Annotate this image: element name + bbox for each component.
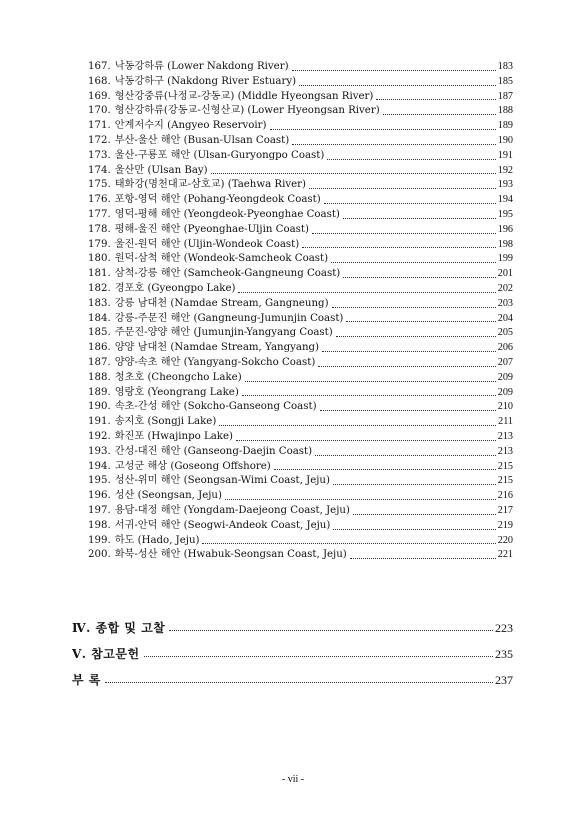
toc-entry[interactable] bbox=[88, 430, 513, 445]
toc-entry-number: 176. bbox=[88, 194, 111, 206]
toc-entry-page: 209 bbox=[497, 386, 513, 398]
toc-entry-number: 188. bbox=[88, 371, 111, 383]
toc-entry-list bbox=[88, 60, 513, 563]
leader-dots bbox=[292, 70, 496, 71]
toc-entry-page: 205 bbox=[497, 327, 513, 339]
toc-entry-page: 196 bbox=[497, 223, 513, 235]
toc-entry-number: 180. bbox=[88, 253, 111, 265]
toc-entry-title: 양양-속초 해안 (Yangyang-Sokcho Coast) bbox=[114, 356, 316, 368]
toc-entry-number: 199. bbox=[88, 534, 111, 546]
toc-entry-number: 167. bbox=[88, 61, 111, 72]
toc-entry-title: 용담-대정 해안 (Yongdam-Daejeong Coast, Jeju) bbox=[114, 504, 350, 516]
toc-entry-page: 199 bbox=[497, 253, 513, 265]
toc-entry-number: 183. bbox=[88, 297, 111, 309]
toc-entry-number: 193. bbox=[88, 445, 111, 457]
leader-dots bbox=[327, 159, 495, 160]
leader-dots bbox=[331, 262, 496, 263]
toc-entry-title: 강릉-주문진 해안 (Gangneung-Jumunjin Coast) bbox=[114, 312, 344, 324]
leader-dots bbox=[343, 277, 495, 278]
toc-entry-title: 속초-간성 해안 (Sokcho-Ganseong Coast) bbox=[114, 401, 317, 413]
leader-dots bbox=[324, 203, 496, 204]
toc-entry-number: 194. bbox=[88, 460, 111, 472]
leader-dots bbox=[292, 144, 495, 145]
toc-chapter-page: 237 bbox=[495, 673, 513, 687]
toc-entry-page: 187 bbox=[497, 90, 513, 102]
toc-entry[interactable] bbox=[88, 504, 513, 519]
leader-dots bbox=[353, 514, 496, 515]
toc-entry-title: 경포호 (Gyeongpo Lake) bbox=[114, 282, 236, 294]
toc-entry[interactable] bbox=[88, 474, 513, 489]
toc-chapter[interactable] bbox=[72, 610, 513, 636]
toc-entry[interactable] bbox=[88, 400, 513, 415]
toc-entry-number: 178. bbox=[88, 223, 111, 235]
toc-entry-title: 포항-영덕 해안 (Pohang-Yeongdeok Coast) bbox=[114, 194, 321, 206]
leader-dots bbox=[105, 682, 493, 683]
toc-entry[interactable] bbox=[88, 193, 513, 208]
toc-entry-page: 204 bbox=[497, 312, 513, 324]
toc-entry-number: 173. bbox=[88, 149, 111, 161]
toc-chapter-list bbox=[72, 610, 513, 688]
toc-entry-title: 울산-구룡포 해안 (Ulsan-Guryongpo Coast) bbox=[114, 149, 325, 161]
toc-entry[interactable] bbox=[88, 267, 513, 282]
toc-entry-page: 219 bbox=[497, 519, 513, 531]
toc-chapter-title: Ⅴ. 참고문헌 bbox=[72, 647, 140, 661]
toc-entry-title: 청초호 (Cheongcho Lake) bbox=[114, 371, 242, 383]
toc-entry-page: 207 bbox=[497, 356, 513, 368]
leader-dots bbox=[236, 440, 496, 441]
toc-entry-number: 171. bbox=[88, 120, 111, 132]
toc-entry-title: 화북-성산 해안 (Hwabuk-Seongsan Coast, Jeju) bbox=[114, 549, 347, 561]
toc-entry-page: 213 bbox=[497, 445, 513, 457]
toc-entry[interactable] bbox=[88, 238, 513, 253]
leader-dots bbox=[333, 484, 496, 485]
toc-entry-page: 193 bbox=[497, 179, 513, 191]
toc-entry-title: 영랑호 (Yeongrang Lake) bbox=[114, 386, 239, 398]
toc-entry[interactable] bbox=[88, 415, 513, 430]
toc-chapter-title: 부 록 bbox=[72, 673, 101, 687]
toc-entry[interactable] bbox=[88, 178, 513, 193]
toc-entry-title: 울산만 (Ulsan Bay) bbox=[114, 164, 208, 176]
toc-entry-number: 197. bbox=[88, 504, 111, 516]
leader-dots bbox=[144, 656, 493, 657]
toc-entry-title: 안계저수지 (Angyeo Reservoir) bbox=[114, 120, 267, 132]
toc-entry-page: 209 bbox=[497, 371, 513, 383]
leader-dots bbox=[376, 99, 495, 100]
toc-entry[interactable] bbox=[88, 208, 513, 223]
leader-dots bbox=[242, 395, 496, 396]
toc-entry-number: 196. bbox=[88, 490, 111, 502]
toc-entry-title: 강릉 남대천 (Namdae Stream, Gangneung) bbox=[114, 297, 329, 309]
leader-dots bbox=[383, 114, 496, 115]
toc-entry[interactable] bbox=[88, 371, 513, 386]
toc-entry-number: 172. bbox=[88, 134, 111, 146]
toc-entry-page: 192 bbox=[497, 164, 513, 176]
leader-dots bbox=[343, 218, 496, 219]
toc-chapter[interactable] bbox=[72, 636, 513, 662]
leader-dots bbox=[270, 129, 496, 130]
leader-dots bbox=[320, 410, 496, 411]
toc-entry[interactable] bbox=[88, 134, 513, 149]
toc-entry-page: 195 bbox=[497, 208, 513, 220]
leader-dots bbox=[315, 455, 496, 456]
toc-entry-number: 179. bbox=[88, 238, 111, 250]
leader-dots bbox=[309, 188, 496, 189]
toc-entry[interactable] bbox=[88, 252, 513, 267]
leader-dots bbox=[169, 630, 493, 631]
leader-dots bbox=[238, 292, 495, 293]
toc-entry-number: 175. bbox=[88, 179, 111, 191]
toc-entry-page: 210 bbox=[497, 401, 513, 413]
toc-entry[interactable] bbox=[88, 341, 513, 356]
toc-entry-page: 198 bbox=[497, 238, 513, 250]
leader-dots bbox=[211, 173, 496, 174]
toc-entry[interactable] bbox=[88, 489, 513, 504]
toc-entry-number: 195. bbox=[88, 475, 111, 487]
toc-entry-number: 185. bbox=[88, 327, 111, 339]
toc-entry-number: 168. bbox=[88, 75, 111, 87]
toc-entry-title: 서귀-안덕 해안 (Seogwi-Andeok Coast, Jeju) bbox=[114, 519, 331, 531]
toc-chapter-page: 223 bbox=[495, 621, 513, 635]
leader-dots bbox=[274, 469, 496, 470]
leader-dots bbox=[350, 558, 496, 559]
toc-entry[interactable] bbox=[88, 519, 513, 534]
leader-dots bbox=[202, 543, 495, 544]
toc-entry-title: 화진포 (Hwajinpo Lake) bbox=[114, 430, 233, 442]
toc-entry-title: 주문진-양양 해안 (Jumunjin-Yangyang Coast) bbox=[114, 327, 333, 339]
toc-entry-page: 183 bbox=[497, 61, 513, 72]
toc-entry-page: 191 bbox=[497, 149, 513, 161]
toc-entry[interactable] bbox=[88, 534, 513, 549]
toc-entry-page: 188 bbox=[497, 105, 513, 117]
toc-entry-page: 185 bbox=[497, 75, 513, 87]
leader-dots bbox=[318, 366, 495, 367]
toc-entry[interactable] bbox=[88, 90, 513, 105]
toc-entry[interactable] bbox=[88, 164, 513, 179]
toc-entry-title: 형산강하류(강동교-신형산교) (Lower Hyeongsan River) bbox=[114, 105, 380, 117]
leader-dots bbox=[219, 425, 496, 426]
toc-entry[interactable] bbox=[88, 445, 513, 460]
toc-entry-title: 원덕-삼척 해안 (Wondeok-Samcheok Coast) bbox=[114, 253, 329, 265]
toc-entry-page: 217 bbox=[497, 504, 513, 516]
toc-entry-title: 울진-원덕 해안 (Uljin-Wondeok Coast) bbox=[114, 238, 300, 250]
toc-entry-number: 200. bbox=[88, 549, 111, 561]
toc-entry-title: 양양 남대천 (Namdae Stream, Yangyang) bbox=[114, 342, 320, 354]
leader-dots bbox=[225, 499, 496, 500]
toc-entry-page: 194 bbox=[497, 194, 513, 206]
toc-entry[interactable] bbox=[88, 297, 513, 312]
toc-entry-number: 182. bbox=[88, 282, 111, 294]
toc-entry[interactable] bbox=[88, 60, 513, 75]
toc-entry-title: 평해-울진 해안 (Pyeonghae-Uljin Coast) bbox=[114, 223, 309, 235]
toc-entry-title: 삼척-강릉 해안 (Samcheok-Gangneung Coast) bbox=[114, 268, 341, 280]
toc-entry-number: 191. bbox=[88, 416, 111, 428]
toc-entry[interactable] bbox=[88, 282, 513, 297]
toc-entry-title: 성산 (Seongsan, Jeju) bbox=[114, 490, 222, 502]
toc-chapter-page: 235 bbox=[495, 647, 513, 661]
toc-entry-page: 201 bbox=[497, 268, 513, 280]
toc-entry-number: 198. bbox=[88, 519, 111, 531]
toc-entry-number: 170. bbox=[88, 105, 111, 117]
toc-entry-page: 221 bbox=[497, 549, 513, 561]
toc-entry-number: 169. bbox=[88, 90, 111, 102]
leader-dots bbox=[312, 233, 496, 234]
leader-dots bbox=[322, 351, 496, 352]
toc-entry-title: 낙동강하구 (Nakdong River Estuary) bbox=[114, 75, 297, 87]
leader-dots bbox=[302, 247, 496, 248]
toc-entry-number: 177. bbox=[88, 208, 111, 220]
toc-entry-title: 고성군 해상 (Goseong Offshore) bbox=[114, 460, 271, 472]
toc-entry-number: 184. bbox=[88, 312, 111, 324]
toc-entry-title: 송지호 (Songji Lake) bbox=[114, 416, 217, 428]
toc-entry-title: 낙동강하류 (Lower Nakdong River) bbox=[114, 61, 289, 72]
toc-entry-number: 181. bbox=[88, 268, 111, 280]
toc-entry-number: 189. bbox=[88, 386, 111, 398]
toc-entry-page: 211 bbox=[498, 416, 513, 428]
toc-entry[interactable] bbox=[88, 75, 513, 90]
toc-entry-number: 174. bbox=[88, 164, 111, 176]
toc-entry-page: 215 bbox=[497, 475, 513, 487]
toc-entry[interactable] bbox=[88, 460, 513, 475]
toc-entry[interactable] bbox=[88, 548, 513, 563]
toc-entry-number: 190. bbox=[88, 401, 111, 413]
toc-entry-page: 189 bbox=[497, 120, 513, 132]
toc-entry-page: 203 bbox=[497, 297, 513, 309]
toc-entry-page: 206 bbox=[497, 342, 513, 354]
leader-dots bbox=[245, 381, 496, 382]
toc-entry-title: 성산-위미 해안 (Seongsan-Wimi Coast, Jeju) bbox=[114, 475, 330, 487]
toc-entry[interactable] bbox=[88, 326, 513, 341]
toc-entry-title: 영덕-평해 해안 (Yeongdeok-Pyeonghae Coast) bbox=[114, 208, 340, 220]
leader-dots bbox=[333, 529, 495, 530]
leader-dots bbox=[299, 85, 496, 86]
toc-entry-page: 202 bbox=[497, 282, 513, 294]
page-footer: - vii - bbox=[281, 774, 305, 785]
toc-entry-page: 216 bbox=[497, 490, 513, 502]
toc-entry-page: 220 bbox=[497, 534, 513, 546]
toc-entry-title: 하도 (Hado, Jeju) bbox=[114, 534, 200, 546]
toc-entry[interactable] bbox=[88, 104, 513, 119]
leader-dots bbox=[346, 321, 495, 322]
toc-entry-title: 간성-대진 해안 (Ganseong-Daejin Coast) bbox=[114, 445, 313, 457]
toc-entry[interactable] bbox=[88, 312, 513, 327]
toc-chapter[interactable] bbox=[72, 662, 513, 688]
toc-entry[interactable] bbox=[88, 386, 513, 401]
toc-entry-page: 213 bbox=[497, 430, 513, 442]
toc-entry-number: 192. bbox=[88, 430, 111, 442]
toc-entry-page: 215 bbox=[497, 460, 513, 472]
leader-dots bbox=[332, 307, 496, 308]
toc-entry-number: 186. bbox=[88, 342, 111, 354]
toc-entry-title: 형산강중류(나정교-강동교) (Middle Hyeongsan River) bbox=[114, 90, 374, 102]
toc-entry-number: 187. bbox=[88, 356, 111, 368]
toc-entry-title: 부산-울산 해안 (Busan-Ulsan Coast) bbox=[114, 134, 290, 146]
toc-entry-page: 190 bbox=[497, 134, 513, 146]
toc-entry[interactable] bbox=[88, 356, 513, 371]
leader-dots bbox=[336, 336, 496, 337]
toc-entry[interactable] bbox=[88, 149, 513, 164]
toc-chapter-title: Ⅳ. 종합 및 고찰 bbox=[72, 621, 166, 635]
toc-entry-title: 태화강(명천대교-삼호교) (Taehwa River) bbox=[114, 179, 306, 191]
toc-entry[interactable] bbox=[88, 223, 513, 238]
toc-entry[interactable] bbox=[88, 119, 513, 134]
